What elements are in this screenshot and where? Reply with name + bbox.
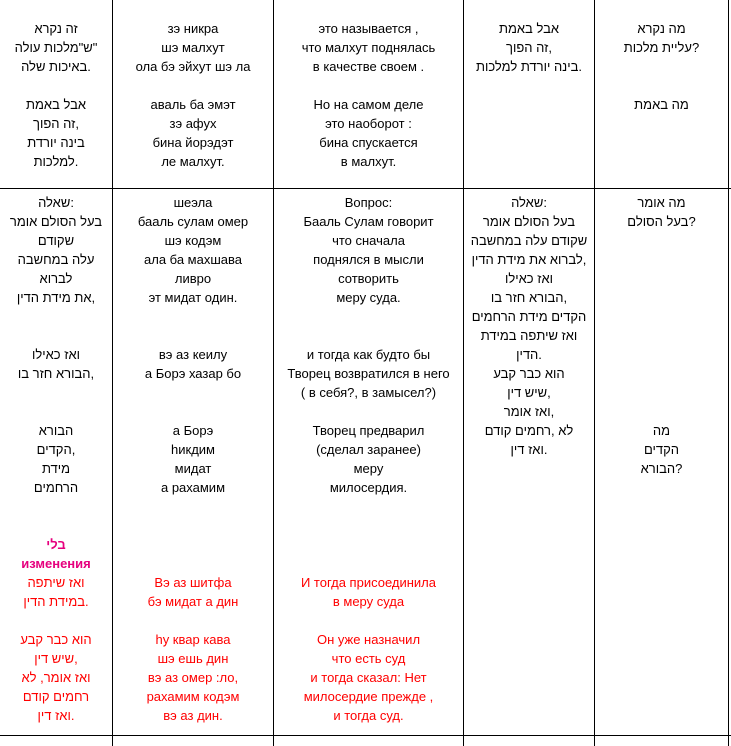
text-line: [0, 611, 112, 630]
text-line: :שאלה: [511, 195, 547, 210]
text-line: вэ аз омер :ло,: [147, 670, 239, 685]
text-line: [595, 57, 728, 76]
text-line: אבל באמת: [498, 21, 560, 36]
text-line: и тогда сказал: Нет: [310, 670, 427, 685]
text-line: ואז אומר, לא: [21, 670, 91, 685]
text-line: [274, 497, 463, 516]
text-line: לא ,רחמים קודם: [484, 423, 574, 438]
text-line: [0, 516, 112, 535]
text-line: ואז כאילו: [505, 271, 553, 286]
row1-transliteration-cell: [113, 19, 273, 171]
row2-hebrew-cell: [0, 193, 112, 725]
text-line: .ואז דין: [510, 442, 548, 457]
text-line: .במידת הדין: [23, 594, 89, 609]
text-line: [113, 402, 273, 421]
text-line: [274, 76, 463, 95]
text-line: ,את מידת הדין: [16, 290, 96, 305]
text-line: ,זה הפוך: [33, 116, 79, 131]
text-line: [113, 497, 273, 516]
text-line: [595, 307, 728, 326]
text-line: [0, 307, 112, 326]
text-line: мидат: [174, 461, 212, 476]
text-line: [274, 611, 463, 630]
text-line: [595, 269, 728, 288]
text-line: Бааль Сулам говорит: [303, 214, 434, 229]
row-divider: [0, 188, 731, 189]
text-line: ?בעל הסולם: [627, 214, 696, 229]
text-line: הוא כבר קבע: [493, 366, 565, 381]
text-line: [113, 554, 273, 573]
text-line: ?הבורא: [640, 461, 683, 476]
text-line: .ואז דין: [37, 708, 75, 723]
text-line: зэ афух: [169, 116, 217, 131]
text-line: [595, 231, 728, 250]
text-line: ,לברוא את מידת הדין: [471, 252, 587, 267]
text-line: что малхут поднялась: [301, 40, 436, 55]
text-line: אבל באמת: [25, 97, 87, 112]
text-line: это называется ,: [318, 21, 419, 36]
text-line: шеэла: [173, 195, 213, 210]
text-line: .למלכות: [33, 154, 79, 169]
row-divider: [0, 735, 731, 736]
text-line: Творец предварил: [312, 423, 425, 438]
text-line: [595, 345, 728, 364]
text-line: и тогда как будто бы: [306, 347, 431, 362]
text-line: милосердие прежде ,: [303, 689, 434, 704]
column-divider: [728, 0, 729, 746]
text-line: ,הבורא חזר בו: [17, 366, 95, 381]
text-line: [595, 250, 728, 269]
text-line: [595, 402, 728, 421]
text-line: что есть суд: [331, 651, 406, 666]
text-line: [274, 402, 463, 421]
text-line: аваль ба эмэт: [150, 97, 236, 112]
text-line: [0, 402, 112, 421]
row2-hebrew-summary-cell: [464, 193, 594, 459]
text-line: בלי: [46, 537, 66, 552]
text-line: ואז כאילו: [32, 347, 80, 362]
text-line: בעל הסולם אומר: [482, 214, 576, 229]
text-line: ливро: [174, 271, 212, 286]
text-line: ,הבורא חזר בו: [490, 290, 568, 305]
text-line: מה נקרא: [637, 21, 686, 36]
text-line: Творец возвратился в него: [287, 366, 450, 381]
text-line: הבורא: [38, 423, 74, 438]
text-line: hу квар кава: [155, 632, 231, 647]
text-line: ,שיש דין: [34, 651, 78, 666]
text-line: מה: [652, 423, 671, 438]
text-line: шэ малхут: [161, 40, 225, 55]
text-line: [113, 383, 273, 402]
text-line: ола бэ эйхут шэ ла: [135, 59, 251, 74]
text-line: [274, 535, 463, 554]
text-line: הוא כבר קבע: [20, 632, 92, 647]
text-line: מידת: [41, 461, 71, 476]
text-line: Вопрос:: [344, 195, 393, 210]
text-line: [113, 516, 273, 535]
text-line: И тогда присоединила: [300, 575, 437, 590]
text-line: [595, 288, 728, 307]
text-line: меру: [353, 461, 384, 476]
text-line: ,ואז אומר: [503, 404, 555, 419]
text-line: ואז שיתפה: [27, 575, 85, 590]
text-line: hикдим: [171, 442, 215, 457]
text-line: изменения: [21, 556, 91, 571]
row1-hebrew-cell: [0, 19, 112, 171]
text-line: бина спускается: [319, 135, 418, 150]
text-line: שקודם: [37, 233, 75, 248]
text-line: ,שיש דין: [507, 385, 551, 400]
row2-transliteration-cell: [113, 193, 273, 725]
row1-hebrew-summary-cell: [464, 19, 594, 76]
text-line: [0, 76, 112, 95]
text-line: לברוא: [39, 271, 73, 286]
text-line: [0, 497, 112, 516]
text-line: это наоборот :: [325, 116, 412, 131]
text-line: ,זה הפוך: [506, 40, 552, 55]
text-line: поднялся в мысли: [313, 252, 424, 267]
text-line: зэ никра: [167, 21, 219, 36]
text-line: [595, 76, 728, 95]
text-line: רחמים קודם: [22, 689, 90, 704]
text-line: הרחמים: [33, 480, 79, 495]
text-line: в качестве своем .: [312, 59, 425, 74]
text-line: шэ кодэм: [164, 233, 222, 248]
text-line: рахамим кодэм: [146, 689, 240, 704]
text-line: бина йорэдэт: [152, 135, 234, 150]
text-line: вэ аз кеилу: [158, 347, 228, 362]
text-line: в малхут.: [340, 154, 397, 169]
text-line: מה באמת: [634, 97, 689, 112]
text-line: בעל הסולם אומר: [9, 214, 103, 229]
text-line: ала ба махшава: [144, 252, 242, 267]
text-line: [595, 364, 728, 383]
text-line: [274, 307, 463, 326]
text-line: Но на самом деле: [313, 97, 424, 112]
text-line: [274, 516, 463, 535]
text-line: [0, 326, 112, 345]
text-line: и тогда суд.: [333, 708, 404, 723]
text-line: шэ ешь дин: [157, 651, 229, 666]
text-line: вэ аз дин.: [163, 708, 223, 723]
text-line: ле малхут.: [161, 154, 225, 169]
text-line: что сначала: [332, 233, 405, 248]
text-line: ( в себя?, в замысел?): [300, 385, 437, 400]
text-line: הקדים מידת הרחמים: [471, 309, 587, 324]
text-line: עלה במחשבה: [17, 252, 95, 267]
text-line: ,הקדים: [36, 442, 76, 457]
text-line: [113, 326, 273, 345]
text-line: שקודם עלה במחשבה: [470, 233, 588, 248]
text-line: меру суда.: [336, 290, 401, 305]
text-line: милосердия.: [329, 480, 408, 495]
text-line: :שאלה: [38, 195, 74, 210]
text-line: бэ мидат а дин: [147, 594, 239, 609]
text-line: бааль сулам омер: [137, 214, 249, 229]
row1-question-cell: [595, 19, 728, 114]
row1-russian-cell: [274, 19, 463, 171]
text-line: .בינה יורדת למלכות: [475, 59, 583, 74]
text-line: [113, 76, 273, 95]
text-line: "ש"מלכות עולה: [14, 40, 98, 55]
text-line: [595, 326, 728, 345]
text-line: а Борэ: [172, 423, 214, 438]
text-line: מה אומר: [637, 195, 686, 210]
text-line: הקדים: [643, 442, 680, 457]
row2-question-cell: [595, 193, 728, 478]
text-line: [274, 554, 463, 573]
text-line: эт мидат один.: [148, 290, 238, 305]
text-line: .באיכות שלה: [21, 59, 91, 74]
text-line: ?עליית מלכות: [623, 40, 700, 55]
text-line: Вэ аз шитфа: [154, 575, 232, 590]
text-line: .הדין: [516, 347, 542, 362]
text-line: [113, 307, 273, 326]
text-line: [274, 326, 463, 345]
text-line: [113, 611, 273, 630]
text-line: (сделал заранее): [316, 442, 421, 457]
text-line: [595, 383, 728, 402]
text-line: в меру суда: [332, 594, 405, 609]
text-line: [0, 383, 112, 402]
text-line: Он уже назначил: [316, 632, 421, 647]
text-line: а Борэ хазар бо: [144, 366, 242, 381]
row2-russian-cell: [274, 193, 463, 725]
text-line: сотворить: [338, 271, 399, 286]
text-line: בינה יורדת: [27, 135, 85, 150]
text-line: זה נקרא: [34, 21, 78, 36]
text-line: ואז שיתפה במידת: [480, 328, 578, 343]
text-line: [113, 535, 273, 554]
text-line: а рахамим: [160, 480, 226, 495]
